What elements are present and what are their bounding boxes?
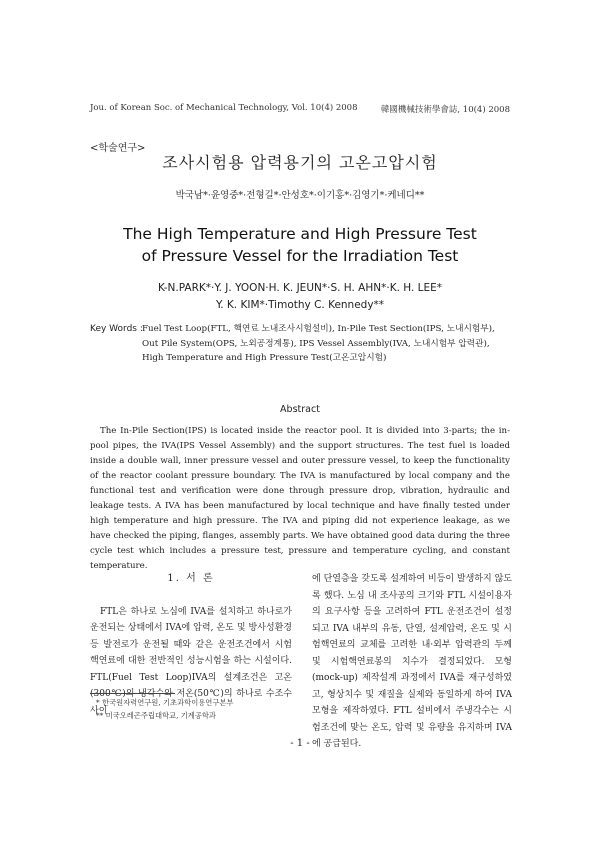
intro-paragraph-left: FTL은 하나로 노심에 IVA를 설치하고 하나로가 운전되는 상태에서 IVA에 압력, 온도 및 방사성환경 등 발전로가 운전될 때와 같은 운전조건에서 시험 핵연료에 대한 전반적인 성능시험을 하는 시설이다. FTL(Fuel Test Loop)IVA의 설계조건은 고온(300℃)의 냉각수와 저온(50℃)의 하나로 수조수 사이 <box>90 606 292 716</box>
column-right <box>312 571 512 753</box>
keywords-text: Fuel Test Loop(FTL, 핵연료 노내조사시험설비), In-Pile Test Section(IPS, 노내시험부), Out Pile System(OPS, 노외공정계통), IPS Vessel Assembly(IVA, 노내시험부 압력관), High Temperature and High Pressure Test(고온고압시험) <box>142 324 495 363</box>
footnote-2: ** 미국오레곤주립대학교, 기계공학과 <box>96 711 216 720</box>
footnote-1: * 한국원자력연구원, 기초과학이용연구본부 <box>96 698 234 707</box>
column-left <box>90 571 292 719</box>
keywords-label: Key Words : <box>90 324 143 334</box>
page-number: - 1 - <box>290 738 310 749</box>
authors-english-line-1: K-N.PARK*·Y. J. YOON·H. K. JEUN*·S. H. AHN*·K. H. LEE* <box>157 282 443 294</box>
footnote-divider <box>90 693 175 694</box>
intro-paragraph-right: 에 단열층을 갖도록 설계하여 비등이 발생하지 않도록 했다. 노심 내 조사공의 크기와 FTL 시설이용자의 요구사항 등을 고려하여 FTL 운전조건이 설정되고 IVA 내부의 유동, 단열, 설계압력, 온도 및 시험핵연료의 교체를 고려한 내·외부 압력관의 두께 및 시험핵연료봉의 치수가 결정되었다. 모형(mock-up) 제작설계 과정에서 IVA를 재구성하였고, 형상치수 및 재질을 실제와 동일하게 하여 IVA 모형을 제작하였다. FTL 설비에서 주냉각수는 시험조건에 맞는 온도, 압력 및 유량을 유지하며 IVA에 공급된다. <box>312 574 512 749</box>
keywords-block <box>90 322 510 366</box>
title-english <box>0 223 600 267</box>
category-tag: <학술연구> <box>90 143 146 154</box>
journal-header-right: 韓國機械技術學會誌, 10(4) 2008 <box>380 105 510 115</box>
authors-english-line-2: Y. K. KIM*·Timothy C. Kennedy** <box>215 299 385 311</box>
title-korean: 조사시험용 압력용기의 고온고압시험 <box>162 153 438 172</box>
abstract-body <box>90 424 510 574</box>
abstract-title: Abstract <box>280 404 320 415</box>
journal-header-left: Jou. of Korean Soc. of Mechanical Technology, Vol. 10(4) 2008 <box>90 103 358 113</box>
title-english-line-2: of Pressure Vessel for the Irradiation Test <box>141 247 459 265</box>
authors-korean: 박국남*·윤영중*·전형길*·안성호*·이기홍*·김영기*·케네디** <box>175 190 425 201</box>
authors-english <box>0 280 600 314</box>
abstract-paragraph: The In-Pile Section(IPS) is located inside the reactor pool. It is divided into 3-parts; the in-pool pipes, the IVA(IPS Vessel Assembly) and the support structures. The test fuel is loaded inside a double wall, inner pressure vessel and outer pressure vessel, to keep the functionality of the reactor coolant pressure boundary. The IVA is manufactured by local company and the functional test and verification were done through pressure drop, vibration, hydraulic and leakage tests. A IVA has been manufactured by local technique and have finally tested under high temperature and high pressure. The IVA and piping did not experience leakage, as we have checked the piping, flanges, assembly parts. We have obtained good data during the three cycle test which includes a pressure test, pressure and temperature cycling, and constant temperature. <box>90 426 510 571</box>
section-heading: 1. 서 론 <box>167 573 215 584</box>
title-english-line-1: The High Temperature and High Pressure Test <box>123 225 477 243</box>
